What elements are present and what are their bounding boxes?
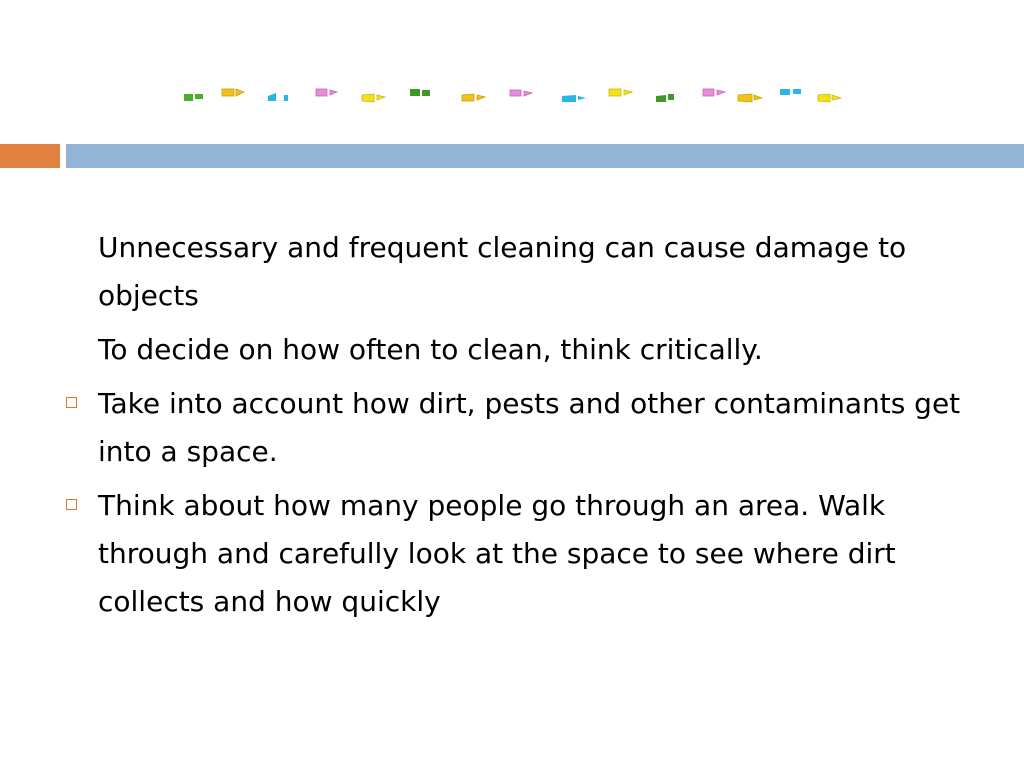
title-mark bbox=[316, 89, 337, 96]
paragraph bbox=[60, 326, 980, 374]
title-mark bbox=[703, 89, 725, 96]
title-mark bbox=[562, 95, 586, 102]
title-mark bbox=[410, 89, 430, 96]
title-mark bbox=[362, 94, 385, 102]
title-mark bbox=[818, 94, 841, 102]
paragraph-text: Unnecessary and frequent cleaning can cause damage to objects bbox=[98, 231, 907, 312]
bullet-item bbox=[60, 380, 980, 476]
title-mark bbox=[780, 89, 801, 95]
paragraph bbox=[60, 224, 980, 320]
title-mark bbox=[462, 94, 485, 101]
title-mark bbox=[510, 90, 532, 96]
slide-body bbox=[60, 224, 980, 632]
bullet-text: Take into account how dirt, pests and other contaminants get into a space. bbox=[98, 387, 961, 468]
accent-bar bbox=[0, 144, 60, 168]
title-mark bbox=[738, 94, 762, 102]
header-bar bbox=[66, 144, 1024, 168]
title-mark bbox=[222, 89, 244, 96]
title-mark bbox=[656, 94, 674, 102]
bullet-text: Think about how many people go through an area. Walk through and carefully look at the space to see where dirt collects and how quickly bbox=[98, 489, 896, 618]
slide-title-graphic bbox=[0, 80, 1024, 110]
title-mark bbox=[268, 93, 288, 101]
title-mark bbox=[184, 94, 203, 101]
paragraph-text: To decide on how often to clean, think critically. bbox=[98, 333, 763, 366]
decorative-title-marks bbox=[0, 80, 1024, 110]
square-bullet-icon bbox=[66, 397, 77, 408]
bullet-item bbox=[60, 482, 980, 626]
title-mark bbox=[609, 89, 632, 96]
square-bullet-icon bbox=[66, 499, 77, 510]
